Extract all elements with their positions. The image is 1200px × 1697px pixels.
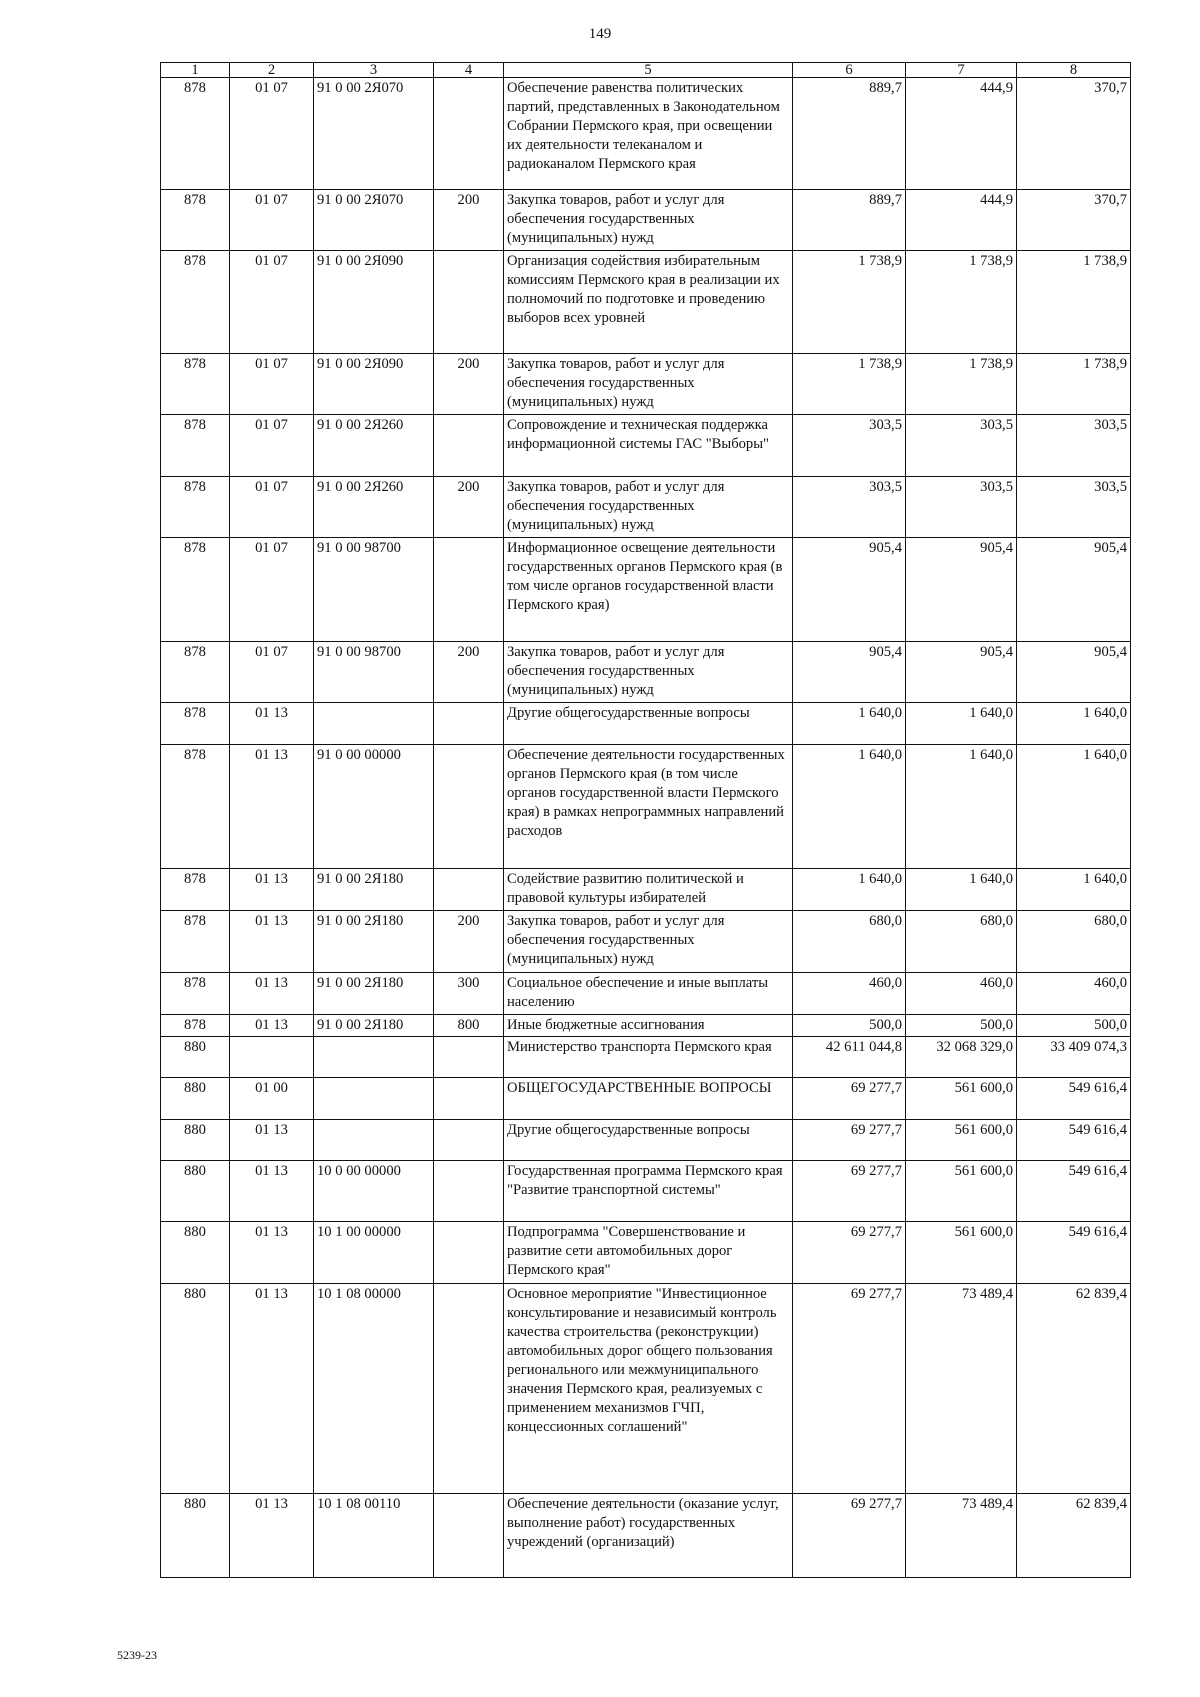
row-description: ОБЩЕГОСУДАРСТВЕННЫЕ ВОПРОСЫ (504, 1078, 793, 1120)
expense-type: 200 (434, 642, 504, 703)
value-col-8: 549 616,4 (1017, 1120, 1131, 1161)
value-col-8: 1 640,0 (1017, 745, 1131, 869)
section-code (230, 1037, 314, 1078)
admin-code: 878 (161, 642, 230, 703)
value-col-8: 680,0 (1017, 911, 1131, 973)
row-description: Закупка товаров, работ и услуг для обеспечения государственных (муниципальных) нужд (504, 354, 793, 415)
table-row (161, 745, 1131, 869)
value-col-6: 69 277,7 (793, 1222, 906, 1284)
section-code: 01 13 (230, 1120, 314, 1161)
target-code: 10 1 00 00000 (314, 1222, 434, 1284)
value-col-7: 561 600,0 (906, 1078, 1017, 1120)
admin-code: 878 (161, 745, 230, 869)
expense-type (434, 745, 504, 869)
table-row (161, 190, 1131, 251)
value-col-8: 1 640,0 (1017, 703, 1131, 745)
col-header-5: 5 (504, 63, 793, 78)
value-col-7: 1 640,0 (906, 703, 1017, 745)
row-description: Закупка товаров, работ и услуг для обеспечения государственных (муниципальных) нужд (504, 477, 793, 538)
value-col-7: 444,9 (906, 190, 1017, 251)
target-code: 91 0 00 2Я260 (314, 477, 434, 538)
expense-type: 200 (434, 190, 504, 251)
table-row (161, 1037, 1131, 1078)
admin-code: 880 (161, 1078, 230, 1120)
target-code: 91 0 00 2Я180 (314, 869, 434, 911)
value-col-7: 303,5 (906, 415, 1017, 477)
row-description: Закупка товаров, работ и услуг для обеспечения государственных (муниципальных) нужд (504, 642, 793, 703)
table-row (161, 703, 1131, 745)
expense-type (434, 1222, 504, 1284)
target-code: 91 0 00 98700 (314, 538, 434, 642)
value-col-8: 62 839,4 (1017, 1494, 1131, 1578)
value-col-7: 1 640,0 (906, 869, 1017, 911)
target-code: 91 0 00 2Я070 (314, 190, 434, 251)
expense-type: 300 (434, 973, 504, 1015)
value-col-6: 460,0 (793, 973, 906, 1015)
section-code: 01 07 (230, 415, 314, 477)
target-code: 91 0 00 2Я070 (314, 78, 434, 190)
row-description: Другие общегосударственные вопросы (504, 1120, 793, 1161)
section-code: 01 07 (230, 190, 314, 251)
target-code: 91 0 00 00000 (314, 745, 434, 869)
row-description: Обеспечение деятельности (оказание услуг, выполнение работ) государственных учреждений (организаций) (504, 1494, 793, 1578)
expense-type (434, 78, 504, 190)
target-code: 91 0 00 98700 (314, 642, 434, 703)
table-row (161, 1015, 1131, 1037)
value-col-8: 905,4 (1017, 642, 1131, 703)
value-col-7: 460,0 (906, 973, 1017, 1015)
expense-type: 200 (434, 477, 504, 538)
col-header-8: 8 (1017, 63, 1131, 78)
expense-type (434, 869, 504, 911)
value-col-8: 303,5 (1017, 477, 1131, 538)
section-code: 01 07 (230, 642, 314, 703)
value-col-6: 905,4 (793, 538, 906, 642)
table-row (161, 1120, 1131, 1161)
value-col-7: 32 068 329,0 (906, 1037, 1017, 1078)
admin-code: 878 (161, 538, 230, 642)
value-col-8: 549 616,4 (1017, 1222, 1131, 1284)
value-col-6: 500,0 (793, 1015, 906, 1037)
section-code: 01 13 (230, 745, 314, 869)
value-col-6: 69 277,7 (793, 1284, 906, 1494)
value-col-7: 1 738,9 (906, 251, 1017, 354)
admin-code: 878 (161, 973, 230, 1015)
admin-code: 880 (161, 1037, 230, 1078)
admin-code: 878 (161, 703, 230, 745)
target-code: 10 1 08 00000 (314, 1284, 434, 1494)
value-col-6: 69 277,7 (793, 1494, 906, 1578)
admin-code: 878 (161, 78, 230, 190)
target-code: 91 0 00 2Я090 (314, 251, 434, 354)
value-col-7: 500,0 (906, 1015, 1017, 1037)
value-col-7: 561 600,0 (906, 1222, 1017, 1284)
value-col-8: 500,0 (1017, 1015, 1131, 1037)
section-code: 01 13 (230, 1494, 314, 1578)
expense-type (434, 1078, 504, 1120)
row-description: Обеспечение деятельности государственных органов Пермского края (в том числе органов государственной власти Пермского края) в рамках непрограммных направлений расходов (504, 745, 793, 869)
table-row (161, 415, 1131, 477)
section-code: 01 13 (230, 911, 314, 973)
expense-type: 200 (434, 911, 504, 973)
value-col-6: 680,0 (793, 911, 906, 973)
table-row (161, 1284, 1131, 1494)
value-col-8: 549 616,4 (1017, 1161, 1131, 1222)
value-col-8: 549 616,4 (1017, 1078, 1131, 1120)
value-col-8: 33 409 074,3 (1017, 1037, 1131, 1078)
table-header-row (161, 63, 1131, 78)
col-header-1: 1 (161, 63, 230, 78)
value-col-8: 905,4 (1017, 538, 1131, 642)
value-col-7: 561 600,0 (906, 1120, 1017, 1161)
value-col-6: 1 640,0 (793, 869, 906, 911)
row-description: Организация содействия избирательным комиссиям Пермского края в реализации их полномочий по подготовке и проведению выборов всех уровней (504, 251, 793, 354)
table-row (161, 911, 1131, 973)
row-description: Информационное освещение деятельности государственных органов Пермского края (в том числе органов государственной власти Пермского края) (504, 538, 793, 642)
value-col-8: 1 738,9 (1017, 251, 1131, 354)
row-description: Обеспечение равенства политических партий, представленных в Законодательном Собрании Пермского края, при освещении их деятельности телеканалом и радиоканалом Пермского края (504, 78, 793, 190)
col-header-7: 7 (906, 63, 1017, 78)
target-code (314, 1120, 434, 1161)
admin-code: 878 (161, 251, 230, 354)
col-header-6: 6 (793, 63, 906, 78)
table-row (161, 538, 1131, 642)
table-row (161, 1222, 1131, 1284)
admin-code: 878 (161, 415, 230, 477)
value-col-7: 1 640,0 (906, 745, 1017, 869)
value-col-8: 370,7 (1017, 78, 1131, 190)
row-description: Государственная программа Пермского края "Развитие транспортной системы" (504, 1161, 793, 1222)
admin-code: 878 (161, 869, 230, 911)
section-code: 01 00 (230, 1078, 314, 1120)
value-col-6: 905,4 (793, 642, 906, 703)
value-col-6: 1 738,9 (793, 251, 906, 354)
value-col-8: 1 738,9 (1017, 354, 1131, 415)
target-code: 91 0 00 2Я180 (314, 911, 434, 973)
row-description: Другие общегосударственные вопросы (504, 703, 793, 745)
admin-code: 880 (161, 1222, 230, 1284)
admin-code: 878 (161, 477, 230, 538)
section-code: 01 07 (230, 251, 314, 354)
admin-code: 880 (161, 1120, 230, 1161)
document-code: 5239-23 (117, 1648, 157, 1662)
table-row (161, 251, 1131, 354)
table-row (161, 1078, 1131, 1120)
col-header-2: 2 (230, 63, 314, 78)
value-col-8: 460,0 (1017, 973, 1131, 1015)
table-row (161, 1161, 1131, 1222)
value-col-6: 1 640,0 (793, 745, 906, 869)
table-row (161, 354, 1131, 415)
row-description: Социальное обеспечение и иные выплаты населению (504, 973, 793, 1015)
value-col-6: 69 277,7 (793, 1161, 906, 1222)
value-col-6: 889,7 (793, 78, 906, 190)
expense-type (434, 538, 504, 642)
expense-type (434, 1120, 504, 1161)
row-description: Основное мероприятие "Инвестиционное консультирование и независимый контроль качества строительства (реконструкции) автомобильных дорог общего пользования регионального или межмуниципального значения Пермского края, реализуемых с применением механизмов ГЧП, концессионных соглашений" (504, 1284, 793, 1494)
section-code: 01 13 (230, 973, 314, 1015)
table-row (161, 477, 1131, 538)
target-code: 10 1 08 00110 (314, 1494, 434, 1578)
value-col-8: 303,5 (1017, 415, 1131, 477)
admin-code: 880 (161, 1494, 230, 1578)
value-col-7: 561 600,0 (906, 1161, 1017, 1222)
table-row (161, 1494, 1131, 1578)
admin-code: 878 (161, 354, 230, 415)
admin-code: 878 (161, 911, 230, 973)
section-code: 01 07 (230, 538, 314, 642)
expense-type (434, 1284, 504, 1494)
section-code: 01 13 (230, 1222, 314, 1284)
target-code: 91 0 00 2Я180 (314, 973, 434, 1015)
section-code: 01 13 (230, 1161, 314, 1222)
target-code (314, 703, 434, 745)
value-col-7: 73 489,4 (906, 1494, 1017, 1578)
admin-code: 878 (161, 190, 230, 251)
admin-code: 880 (161, 1284, 230, 1494)
target-code: 91 0 00 2Я090 (314, 354, 434, 415)
row-description: Сопровождение и техническая поддержка информационной системы ГАС "Выборы" (504, 415, 793, 477)
row-description: Иные бюджетные ассигнования (504, 1015, 793, 1037)
row-description: Подпрограмма "Совершенствование и развитие сети автомобильных дорог Пермского края" (504, 1222, 793, 1284)
value-col-7: 905,4 (906, 538, 1017, 642)
value-col-6: 42 611 044,8 (793, 1037, 906, 1078)
target-code (314, 1078, 434, 1120)
value-col-6: 1 738,9 (793, 354, 906, 415)
section-code: 01 13 (230, 869, 314, 911)
table-row (161, 973, 1131, 1015)
page-number: 149 (588, 26, 612, 42)
section-code: 01 13 (230, 703, 314, 745)
target-code: 91 0 00 2Я180 (314, 1015, 434, 1037)
row-description: Содействие развитию политической и правовой культуры избирателей (504, 869, 793, 911)
expense-type (434, 1037, 504, 1078)
table-row (161, 642, 1131, 703)
section-code: 01 07 (230, 477, 314, 538)
value-col-7: 303,5 (906, 477, 1017, 538)
admin-code: 880 (161, 1161, 230, 1222)
value-col-7: 1 738,9 (906, 354, 1017, 415)
expense-type: 800 (434, 1015, 504, 1037)
table-row (161, 78, 1131, 190)
target-code: 10 0 00 00000 (314, 1161, 434, 1222)
expense-type (434, 415, 504, 477)
value-col-6: 69 277,7 (793, 1120, 906, 1161)
target-code: 91 0 00 2Я260 (314, 415, 434, 477)
value-col-8: 1 640,0 (1017, 869, 1131, 911)
row-description: Закупка товаров, работ и услуг для обеспечения государственных (муниципальных) нужд (504, 911, 793, 973)
target-code (314, 1037, 434, 1078)
col-header-3: 3 (314, 63, 434, 78)
expense-type (434, 1161, 504, 1222)
expense-type (434, 1494, 504, 1578)
value-col-7: 680,0 (906, 911, 1017, 973)
value-col-6: 1 640,0 (793, 703, 906, 745)
value-col-8: 370,7 (1017, 190, 1131, 251)
expense-type: 200 (434, 354, 504, 415)
col-header-4: 4 (434, 63, 504, 78)
budget-table (160, 62, 1131, 1578)
value-col-6: 303,5 (793, 477, 906, 538)
expense-type (434, 703, 504, 745)
table-row (161, 869, 1131, 911)
value-col-6: 69 277,7 (793, 1078, 906, 1120)
expense-type (434, 251, 504, 354)
value-col-6: 889,7 (793, 190, 906, 251)
section-code: 01 07 (230, 354, 314, 415)
admin-code: 878 (161, 1015, 230, 1037)
section-code: 01 13 (230, 1284, 314, 1494)
value-col-8: 62 839,4 (1017, 1284, 1131, 1494)
value-col-7: 444,9 (906, 78, 1017, 190)
section-code: 01 07 (230, 78, 314, 190)
value-col-7: 905,4 (906, 642, 1017, 703)
value-col-6: 303,5 (793, 415, 906, 477)
section-code: 01 13 (230, 1015, 314, 1037)
row-description: Министерство транспорта Пермского края (504, 1037, 793, 1078)
row-description: Закупка товаров, работ и услуг для обеспечения государственных (муниципальных) нужд (504, 190, 793, 251)
value-col-7: 73 489,4 (906, 1284, 1017, 1494)
